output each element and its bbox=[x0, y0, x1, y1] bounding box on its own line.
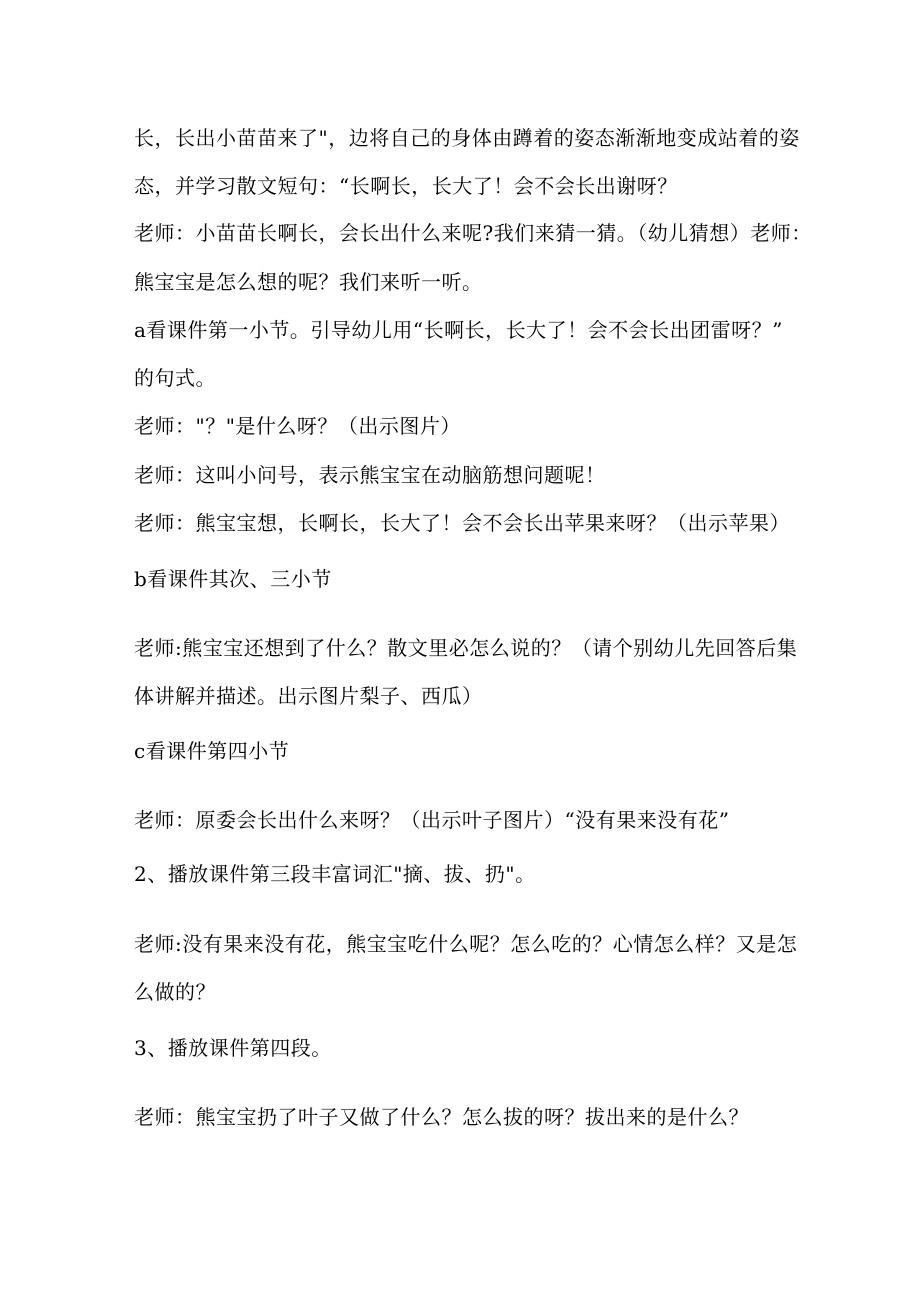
text-line: 体讲解并描述。出示图片梨子、西瓜） bbox=[134, 684, 483, 708]
text-line: 老师：这叫小问号，表示熊宝宝在动脑筋想问题呢！ bbox=[134, 463, 606, 487]
text-line: 长，长出小苗苗来了"，边将自己的身体由蹲着的姿态渐渐地变成站着的姿 bbox=[134, 126, 800, 150]
text-line: c看课件第四小节 bbox=[134, 739, 290, 763]
text-line: 老师：熊宝宝扔了叶子又做了什么？怎么拔的呀？拔出来的是什么？ bbox=[134, 1105, 749, 1129]
text-line: b看课件其次、三小节 bbox=[134, 567, 332, 591]
text-line: 老师:熊宝宝还想到了什么？散文里必怎么说的？（请个别幼儿先回答后集 bbox=[134, 636, 798, 660]
text-line: 态，并学习散文短句：“长啊长，长大了！会不会长出谢呀？ bbox=[134, 174, 678, 198]
text-line: 的句式。 bbox=[134, 366, 216, 390]
text-line: 老师："？"是什么呀？（出示图片） bbox=[134, 414, 461, 438]
text-line: 老师：小苗苗长啊长，会长出什么来呢?我们来猜一猜。（幼儿猜想）老师： bbox=[134, 221, 812, 245]
text-line: 2、播放课件第三段丰富词汇"摘、拔、扔"。 bbox=[134, 862, 536, 886]
text-line: 么做的？ bbox=[134, 980, 216, 1004]
text-line: a看课件第一小节。引导幼儿用“长啊长，长大了！会不会长出团雷呀？” bbox=[134, 318, 783, 342]
text-line: 3、播放课件第四段。 bbox=[134, 1036, 332, 1060]
text-line: 老师：熊宝宝想，长啊长，长大了！会不会长出苹果来呀？（出示苹果） bbox=[134, 511, 790, 535]
text-line: 老师:没有果来没有花，熊宝宝吃什么呢？怎么吃的？心情怎么样？又是怎 bbox=[134, 932, 798, 956]
text-line: 熊宝宝是怎么想的呢？我们来听一听。 bbox=[134, 270, 483, 294]
text-line: 老师：原委会长出什么来呀？（出示叶子图片）“没有果来没有花” bbox=[134, 808, 730, 832]
